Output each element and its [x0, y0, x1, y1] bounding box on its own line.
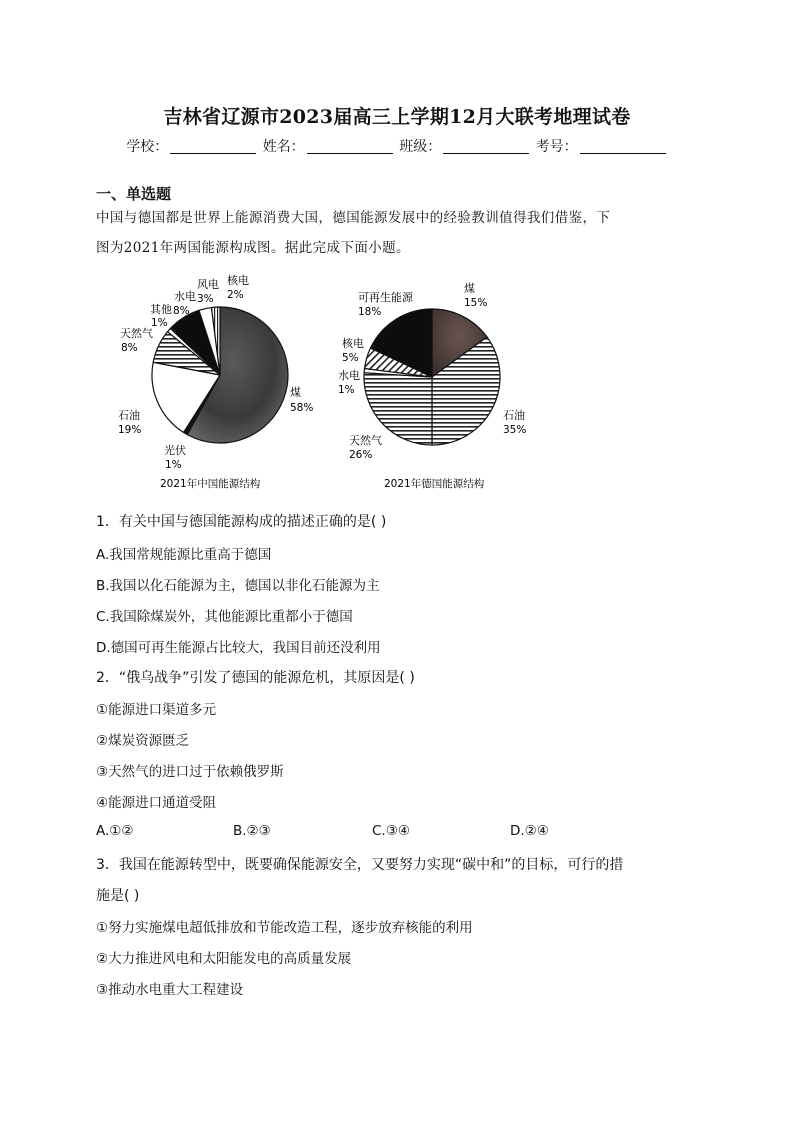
q3-stem-line-2: 施是( ): [96, 888, 140, 904]
de-value-shiyou: 35%: [503, 424, 527, 436]
name-label: 姓名：: [262, 139, 305, 155]
de-label-hedian: 核电: [342, 337, 364, 350]
cn-value-fengdian: 3%: [197, 293, 214, 305]
school-blank[interactable]: [170, 139, 256, 154]
energy-structure-figure: [100, 270, 527, 500]
de-label-mei: 煤: [464, 282, 475, 295]
de-label-tianranqi: 天然气: [349, 434, 382, 447]
de-label-shuidian: 水电: [338, 369, 360, 382]
class-blank[interactable]: [443, 139, 529, 154]
q2-stem: 2．“俄乌战争”引发了德国的能源危机，其原因是( ): [96, 670, 415, 686]
cn-value-hedian: 2%: [227, 289, 244, 301]
cn-value-shiyou: 19%: [118, 424, 142, 436]
q2-statement-3: ③天然气的进口过于依赖俄罗斯: [96, 764, 284, 780]
school-label: 学校：: [126, 139, 169, 155]
china-pie-chart: [152, 307, 288, 443]
section-title: 一、单选题: [96, 185, 172, 203]
cn-label-hedian: 核电: [227, 274, 249, 287]
q2-option-c[interactable]: C.③④: [372, 823, 410, 839]
cn-label-fengdian: 风电: [197, 278, 219, 291]
de-value-tianranqi: 26%: [349, 449, 373, 461]
name-blank[interactable]: [307, 139, 393, 154]
de-value-mei: 15%: [464, 297, 488, 309]
q1-option-d[interactable]: D.德国可再生能源占比较大，我国目前还没利用: [96, 640, 381, 656]
cn-label-qita: 其他: [150, 303, 172, 316]
q3-statement-1: ①努力实施煤电超低排放和节能改造工程，逐步放弃核能的利用: [96, 920, 473, 936]
q2-statement-2: ②煤炭资源匮乏: [96, 733, 190, 749]
intro-line-2: 图为2021年两国能源构成图。据此完成下面小题。: [96, 240, 410, 256]
q3-statement-3: ③推动水电重大工程建设: [96, 982, 244, 998]
de-value-hedian: 5%: [342, 352, 359, 364]
de-value-kezaisheng: 18%: [358, 306, 382, 318]
exam-number-label: 考号：: [535, 139, 578, 155]
intro-line-1: 中国与德国都是世界上能源消费大国，德国能源发展中的经验教训值得我们借鉴，下: [96, 210, 611, 226]
q1-option-c[interactable]: C.我国除煤炭外，其他能源比重都小于德国: [96, 609, 353, 625]
q2-statement-4: ④能源进口通道受阻: [96, 795, 217, 811]
cn-value-shuidian: 8%: [173, 305, 190, 317]
germany-chart-title: 2021年德国能源结构: [384, 478, 485, 490]
class-label: 班级：: [399, 139, 442, 155]
cn-value-mei: 58%: [290, 402, 314, 414]
q1-stem: 1．有关中国与德国能源构成的描述正确的是( ): [96, 514, 387, 530]
cn-label-guangfu: 光伏: [164, 444, 186, 457]
q2-option-a[interactable]: A.①②: [96, 823, 134, 839]
exam-number-blank[interactable]: [580, 139, 666, 154]
cn-value-guangfu: 1%: [165, 459, 182, 471]
q1-option-b[interactable]: B.我国以化石能源为主，德国以非化石能源为主: [96, 578, 380, 594]
germany-pie-chart: [364, 309, 500, 445]
cn-label-shuidian: 水电: [174, 290, 196, 303]
student-info-line: [0, 136, 794, 156]
q2-statement-1: ①能源进口渠道多元: [96, 702, 217, 718]
china-chart-title: 2021年中国能源结构: [160, 478, 261, 490]
cn-value-tianranqi: 8%: [121, 342, 138, 354]
q1-option-a[interactable]: A.我国常规能源比重高于德国: [96, 547, 272, 563]
q2-option-d[interactable]: D.②④: [510, 823, 549, 839]
de-value-shuidian: 1%: [338, 384, 355, 396]
cn-value-qita: 1%: [151, 317, 168, 329]
de-label-kezaisheng: 可再生能源: [358, 291, 413, 304]
q3-stem-line-1: 3．我国在能源转型中，既要确保能源安全，又要努力实现“碳中和”的目标，可行的措: [96, 857, 624, 873]
paper-title: 吉林省辽源市2023届高三上学期12月大联考地理试卷: [163, 106, 631, 128]
cn-label-tianranqi: 天然气: [120, 327, 153, 340]
q2-option-b[interactable]: B.②③: [233, 823, 271, 839]
intro-text: [96, 203, 708, 263]
q3-statement-2: ②大力推进风电和太阳能发电的高质量发展: [96, 951, 352, 967]
de-label-shiyou: 石油: [503, 409, 525, 422]
cn-label-shiyou: 石油: [118, 409, 140, 422]
cn-label-mei: 煤: [290, 386, 301, 399]
